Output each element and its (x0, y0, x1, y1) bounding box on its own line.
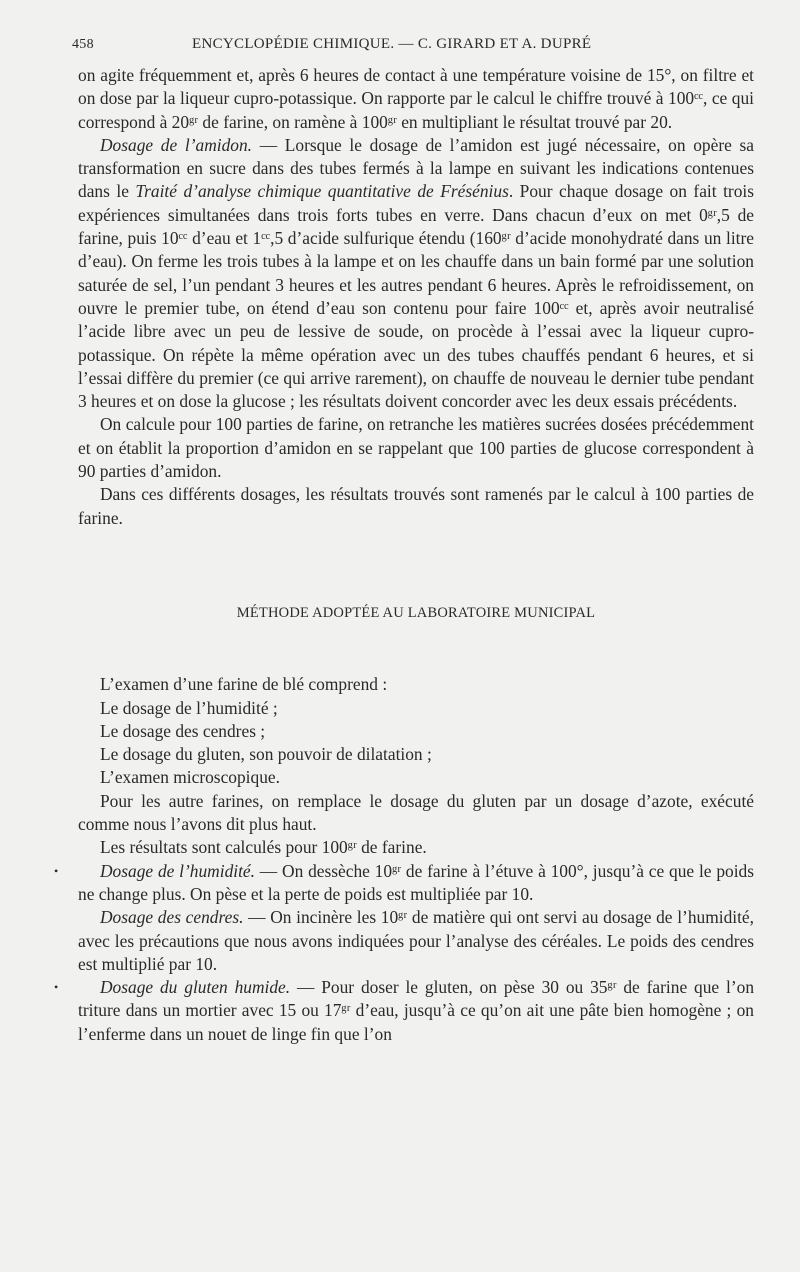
paragraph-autres-farines: Pour les autre farines, on remplace le dosage du gluten par un dosage d’azote, exécuté comme nous l’avons dit plus haut. (78, 790, 754, 835)
section-heading: MÉTHODE ADOPTÉE AU LABORATOIRE MUNICIPAL (236, 604, 596, 621)
paragraph-text: — Lorsque le dosage de l’amidon est jugé nécessaire, on opère sa transformation en sucre dans des tubes fermés à la lampe en suivant les indications contenues dans le (78, 134, 754, 202)
paragraph-dosage-amidon (78, 134, 754, 414)
paragraph-text: — On incinère les 10ᵍʳ de matière qui ont servi au dosage de l’humidité, avec les précautions que nous avons indiquées pour l’analyse des céréales. Le poids des cendres est multiplié par 10. (78, 907, 754, 974)
paragraph-continuation: on agite fréquemment et, après 6 heures de contact à une température voisine de 15°, on filtre et on dose par la liqueur cupro-potassique. On rapporte par le calcul le chiffre trouvé à 100ᶜᶜ, ce qui correspond à 20ᵍʳ de farine, on ramène à 100ᵍʳ en multipliant le résultat trouvé par 20. (78, 65, 754, 132)
margin-bullet-icon: • (54, 980, 59, 995)
paragraph-text: — Pour doser le gluten, on pèse 30 ou 35ᵍʳ de farine que l’on triture dans un mortier avec 15 ou 17ᵍʳ d’eau, jusqu’à ce qu’on ait une pâte bien homogène ; on l’enferme dans un nouet de linge fin que l’on (78, 977, 755, 1044)
book-page (54, 36, 755, 1046)
body-text (54, 64, 755, 1046)
running-header (72, 36, 754, 64)
list-item: Le dosage de l’humidité ; (100, 697, 278, 718)
subsection-title-cendres: Dosage des cendres. (100, 907, 244, 928)
subsection-title-amidon: Dosage de l’amidon. (100, 134, 253, 155)
book-reference: Traité d’analyse chimique quantitative de Frésénius (135, 181, 509, 202)
paragraph-dosage-cendres (78, 906, 754, 976)
list-intro: L’examen d’une farine de blé comprend : (100, 674, 388, 695)
list-item: Le dosage du gluten, son pouvoir de dilatation ; (100, 744, 432, 765)
list-item: Le dosage des cendres ; (100, 720, 266, 741)
paragraph-dosage-humidite (54, 860, 755, 907)
paragraph-dosage-gluten (54, 976, 755, 1046)
paragraph-text: . Pour chaque dosage on fait trois expériences simultanées dans trois forts tubes en verre. Dans chacun d’eux on met 0ᵍʳ,5 de farine, puis 10ᶜᶜ d’eau et 1ᶜᶜ,5 d’acide sulfurique étendu (160ᵍʳ d’acide monohydraté dans un litre d’eau). On ferme les trois tubes à la lampe et on les chauffe dans un bain formé par une solution saturée de sel, l’un pendant 3 heures et les autres pendant 6 heures. Après le refroidissement, on ouvre le premier tube, on étend d’eau son contenu pour faire 100ᶜᶜ et, après avoir neutralisé l’acide libre avec un peu de lessive de soude, on procède à l’essai avec la liqueur cupro-potassique. On répète la même opération avec un des tubes chauffés pendant 6 heures, et si l’essai diffère du premier (ce qui arrive rarement), on chauffe de nouveau le dernier tube pendant 3 heures et on dose la glucose ; les résultats doivent concorder avec les deux essais précédents. (78, 181, 754, 412)
paragraph-resultats-calcules: Les résultats sont calculés pour 100ᵍʳ de farine. (100, 837, 427, 858)
paragraph-resultats: Dans ces différents dosages, les résultats trouvés sont ramenés par le calcul à 100 parties de farine. (78, 484, 754, 528)
subsection-title-humidite: Dosage de l’humidité. (100, 860, 255, 881)
margin-bullet-icon: • (54, 863, 59, 878)
page-number: 458 (72, 37, 94, 52)
running-title: ENCYCLOPÉDIE CHIMIQUE. — C. GIRARD ET A. DUPRÉ (192, 36, 592, 52)
paragraph-text: — On dessèche 10ᵍʳ de farine à l’étuve à 100°, jusqu’à ce que le poids ne change plus. On pèse et la perte de poids est multipliée par 10. (78, 860, 755, 904)
list-item: L’examen microscopique. (100, 767, 280, 788)
paragraph-calcul: On calcule pour 100 parties de farine, on retranche les matières sucrées dosées précédemment et on établit la proportion d’amidon en se rappelant que 100 parties de glucose correspondent à 90 parties d’amidon. (78, 414, 754, 482)
subsection-title-gluten: Dosage du gluten humide. (100, 977, 291, 998)
